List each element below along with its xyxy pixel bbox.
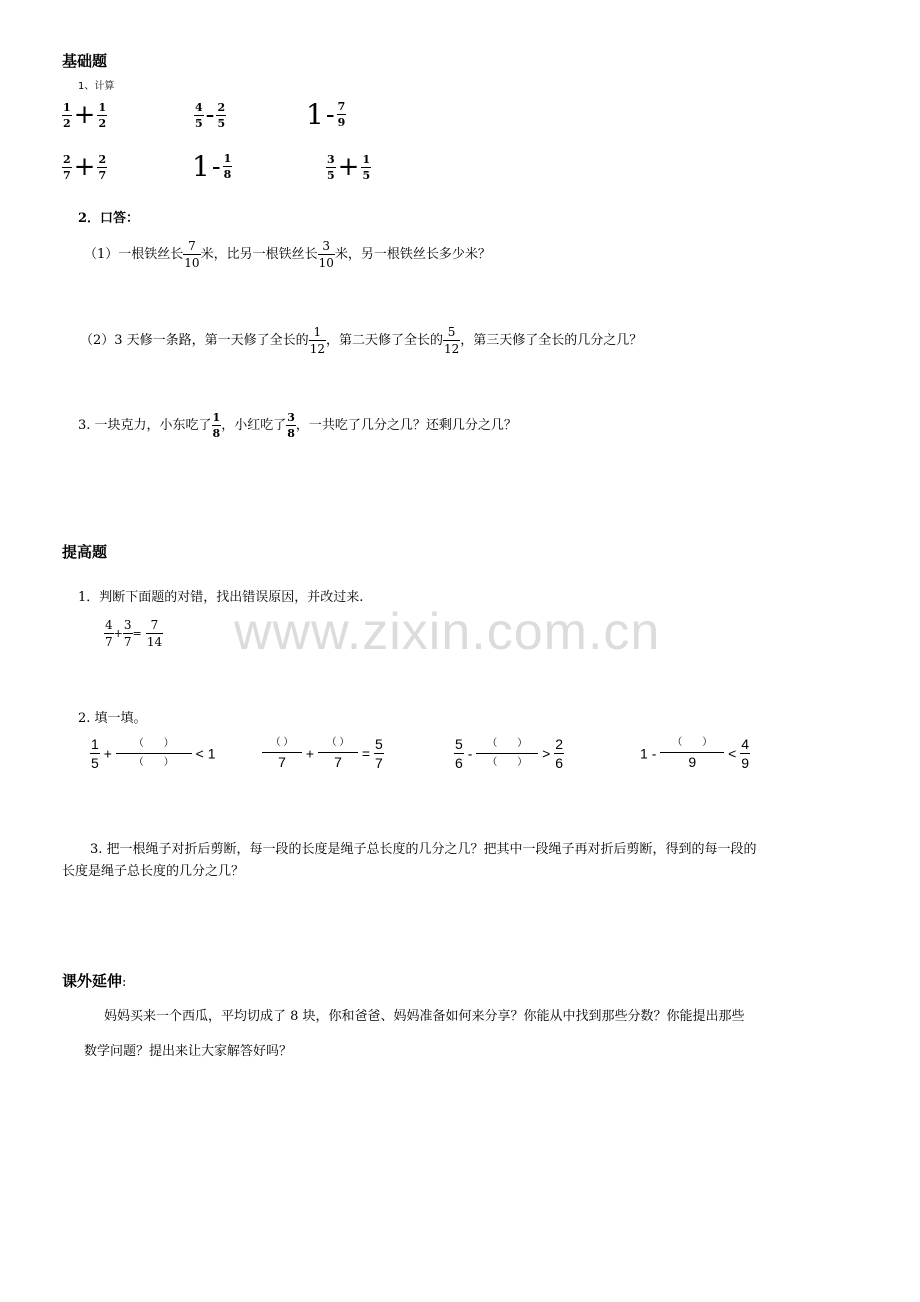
advanced-question-2: 2. 填一填。 bbox=[78, 711, 147, 726]
section-title-extension: 课外延伸: bbox=[62, 972, 127, 990]
calc-item: $\frac{3}{5}$ + $\frac{1}{5}$ bbox=[327, 152, 371, 182]
question-2-2: （2）3 天修一条路，第一天修了全长的 $\frac{1}{12}$ ，第二天修了全长的 $\frac{5}{12}$ ，第三天修了全长的几分之几？ bbox=[80, 325, 643, 356]
calc-item: $\frac{1}{2}$ + $\frac{1}{2}$ bbox=[63, 100, 107, 130]
question-1-label: 1、计算 bbox=[78, 81, 115, 92]
advanced-question-3-line1: 3. 把一根绳子对折后剪断，每一段的长度是绳子总长度的几分之几？把其中一段绳子再对折后剪断，得到的每一段的 bbox=[90, 842, 757, 857]
advanced-question-3-line2: 长度是绳子总长度的几分之几？ bbox=[62, 864, 245, 879]
calc-item: $\frac{2}{7}$ + $\frac{2}{7}$ bbox=[63, 152, 107, 182]
watermark: www.zixin.com.cn bbox=[234, 603, 661, 661]
section-title-basic: 基础题 bbox=[62, 52, 108, 70]
calc-item: 1- $\frac{1}{8}$ bbox=[192, 150, 232, 183]
fill-item: $\frac{( )}{7}$ + $\frac{( )}{7}$ = $\frac{5}{7}$ bbox=[262, 737, 384, 770]
question-2-label: 2．口答： bbox=[78, 211, 140, 226]
question-3: 3. 一块克力，小东吃了 $\frac{1}{8}$ ，小红吃了 $\frac{3}{8}$ ，一共吃了几分之几？还剩几分之几？ bbox=[78, 411, 517, 440]
fill-item: 1 - $\frac{( )}{9}$ < $\frac{4}{9}$ bbox=[640, 736, 750, 771]
extension-paragraph-line1: 妈妈买来一个西瓜，平均切成了 8 块，你和爸爸、妈妈准备如何来分享？你能从中找到那些分数？你能提出那些 bbox=[104, 1009, 745, 1024]
fill-item: $\frac{5}{6}$ - $\frac{( )}{( )}$ > $\frac{2}{6}$ bbox=[455, 736, 564, 771]
advanced-question-1: 1．判断下面题的对错，找出错误原因，并改过来. bbox=[78, 590, 364, 605]
calc-item: $\frac{4}{5}$ - $\frac{2}{5}$ bbox=[195, 100, 226, 130]
section-title-advanced: 提高题 bbox=[62, 543, 108, 561]
judge-expression: $\frac{4}{7}$ + $\frac{3}{7}$ = $\frac{7}{14}$ bbox=[105, 618, 163, 649]
calc-item: 1- $\frac{7}{9}$ bbox=[306, 98, 346, 131]
fill-item: $\frac{1}{5}$ + $\frac{( )}{( )}$ < 1 bbox=[91, 736, 216, 771]
extension-paragraph-line2: 数学问题？提出来让大家解答好吗？ bbox=[84, 1044, 293, 1059]
question-2-1: （1）一根铁丝长 $\frac{7}{10}$ 米，比另一根铁丝长 $\frac{3}{10}$ 米，另一根铁丝长多少米？ bbox=[84, 239, 491, 270]
